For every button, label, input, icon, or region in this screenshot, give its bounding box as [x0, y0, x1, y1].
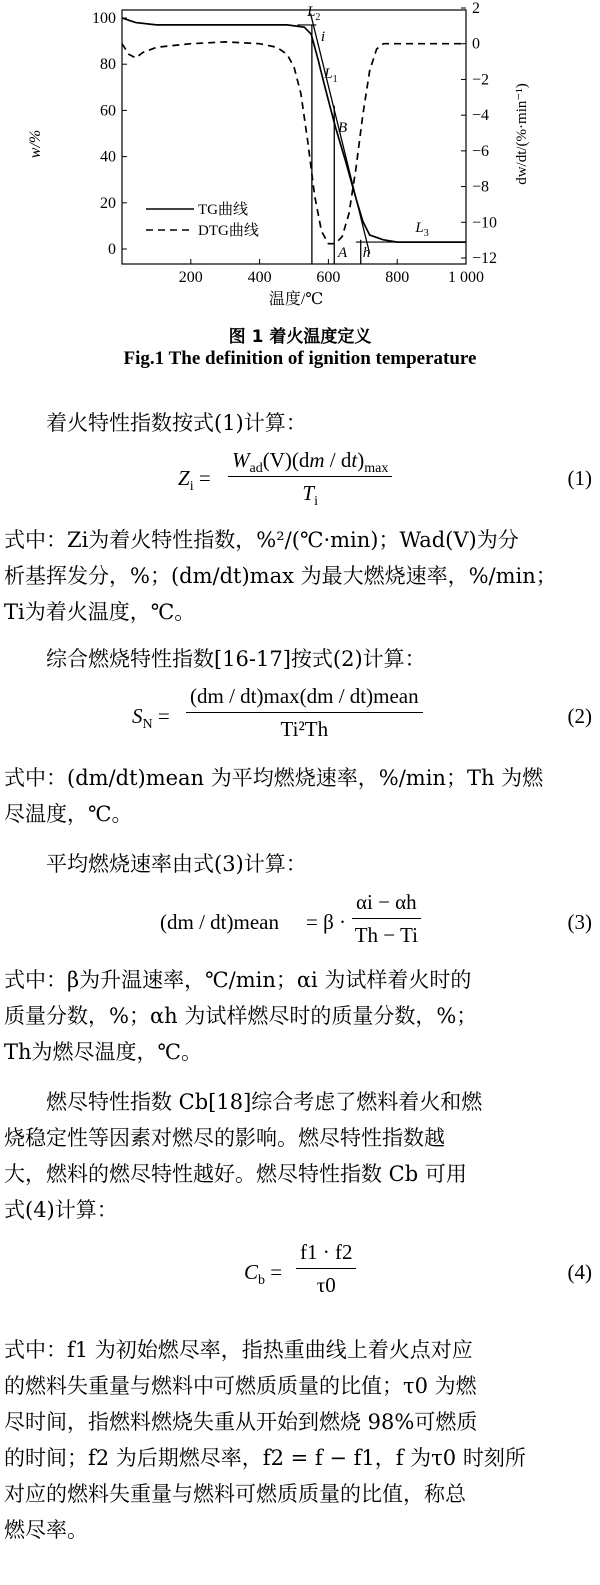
- plot-frame: [122, 10, 466, 264]
- y-right-tick-label: −12: [472, 250, 498, 267]
- y-left-tick-label: 60: [100, 102, 116, 120]
- legend: [146, 201, 259, 239]
- eq3-fraction: [352, 890, 421, 948]
- eq3-mid: = β ·: [306, 910, 347, 934]
- eq3-lhs: (dm / dt)mean: [160, 910, 279, 934]
- y-right-tick-label: 0: [472, 35, 480, 53]
- paragraph-eq3-vars: [4, 962, 596, 1070]
- eq1-num-max: max: [364, 461, 389, 477]
- plot-annotations: [297, 4, 462, 264]
- p7-line-1: 燃尽特性指数 Cb[18]综合考虑了燃料着火和燃: [46, 1090, 483, 1114]
- eq1-fraction: [228, 448, 392, 510]
- eq1-number: (1): [567, 466, 592, 490]
- p8-line-3: 尽时间，指燃料燃烧失重从开始到燃烧 98%可燃质: [4, 1410, 478, 1434]
- ignition-figure: [0, 0, 600, 318]
- x-tick-label: 600: [316, 269, 341, 286]
- label-h: h: [362, 245, 371, 261]
- y-left-tick-label: 100: [92, 10, 116, 27]
- eq2-lhs: S: [132, 704, 143, 728]
- eq1-num-sub: ad: [249, 461, 263, 477]
- eq1-num-rest: (V)(d: [262, 448, 310, 472]
- y-axis-label-left: w/%: [27, 129, 44, 159]
- y-axis-label-right: dw/dt/(%·min⁻¹): [514, 83, 530, 185]
- paragraph-eq2-intro: 综合燃烧特性指数[16-17]按式(2)计算：: [46, 647, 426, 671]
- y-right-tick-label: −6: [472, 142, 490, 160]
- eq4-den: τ0: [316, 1273, 336, 1297]
- p7-line-4: 式(4)计算：: [4, 1198, 118, 1222]
- y-left-tick-label: 80: [100, 56, 116, 74]
- p7-line-3: 大，燃料的燃尽特性越好。燃尽特性指数 Cb 可用: [4, 1162, 467, 1186]
- legend-tg-label: TG曲线: [198, 202, 248, 218]
- eq4-lhs-sub: b: [258, 1273, 266, 1289]
- plot-axes: [122, 10, 466, 264]
- p2-line-1: 式中：Zi为着火特性指数，%²/(℃·min)；Wad(V)为分: [4, 528, 519, 552]
- equation-1: $Z_i$ = $W_{ad}(V)(dm / dt)_{max}$ $T_i$ (1): [178, 448, 592, 510]
- paragraph-eq1-intro: 着火特性指数按式(1)计算：: [46, 411, 307, 435]
- dtg-curve: [122, 42, 466, 244]
- label-L2: $L_2$: [307, 4, 321, 23]
- eq4-num: f1 · f2: [296, 1240, 356, 1269]
- y-left-tick-label: 0: [108, 241, 116, 258]
- x-axis-label: 温度/℃: [268, 291, 324, 308]
- y-right-tick-label: −4: [472, 107, 490, 125]
- p8-line-4: 的时间；f2 为后期燃尽率，f2 = f − f1，f 为τ0 时刻所: [4, 1446, 526, 1470]
- p6-line-2: 质量分数，%；αh 为试样燃尽时的质量分数，%；: [4, 1004, 478, 1028]
- eq2-number: (2): [567, 704, 592, 728]
- figure-caption-en: Fig.1 The definition of ignition temperature: [123, 348, 477, 369]
- equation-3: [0, 890, 600, 954]
- p2-line-3: Ti为着火温度，℃。: [4, 600, 196, 624]
- p8-line-5: 对应的燃料失重量与燃料可燃质质量的比值，称总: [4, 1482, 466, 1506]
- eq1-num-w: W: [232, 448, 250, 472]
- label-A: A: [338, 245, 348, 261]
- eq3-den: Th − Ti: [354, 923, 418, 947]
- label-i: i: [320, 29, 326, 45]
- eq1-num-slash: / d: [324, 448, 352, 472]
- p6-line-3: Th为燃尽温度，℃。: [4, 1040, 203, 1064]
- eq4-fraction: [296, 1240, 356, 1298]
- paragraph-eq4-vars: [4, 1332, 596, 1548]
- eq1-num-t: t: [351, 448, 358, 472]
- eq1-lhs-sub: i: [189, 479, 194, 495]
- p4-line-2: 尽温度，℃。: [4, 802, 133, 826]
- p7-line-2: 烧稳定性等因素对燃尽的影响。燃尽特性指数越: [4, 1126, 445, 1150]
- y-left-tick-label: 40: [100, 148, 116, 166]
- eq1-num-close: ): [357, 448, 365, 472]
- eq4-number: (4): [567, 1260, 592, 1284]
- label-L1: $L_1$: [324, 66, 338, 85]
- eq3-number: (3): [567, 910, 592, 934]
- y-left-tick-label: 20: [100, 194, 116, 212]
- eq4-lhs: C: [244, 1260, 259, 1284]
- paragraph-burnout: [4, 1084, 596, 1228]
- p6-line-1: 式中：β为升温速率，℃/min；αi 为试样着火时的: [4, 968, 472, 992]
- p8-line-1: 式中：f1 为初始燃尽率，指热重曲线上着火点对应: [4, 1338, 473, 1362]
- eq2-fraction: [186, 684, 423, 742]
- equation-4: $C_b$ = $\frac{f1 \cdot f2}{\tau 0}$ (4): [244, 1240, 592, 1297]
- p8-line-2: 的燃料失重量与燃料中可燃质质量的比值；τ0 为燃: [4, 1374, 477, 1398]
- eq1-den: T: [302, 481, 315, 505]
- p4-line-1: 式中：(dm/dt)mean 为平均燃烧速率，%/min；Th 为燃: [4, 766, 544, 790]
- y-right-tick-label: 2: [472, 0, 480, 17]
- eq1-num-m: m: [309, 448, 325, 472]
- equation-2: $S_N$ = (dm / dt)max(dm / dt)mean Ti²Th (2): [132, 684, 592, 741]
- eq1-den-sub: i: [314, 494, 318, 510]
- x-tick-label: 800: [385, 269, 410, 286]
- legend-dtg-label: DTG曲线: [198, 223, 259, 239]
- label-L3: $L_3$: [415, 220, 429, 239]
- eq2-lhs-sub: N: [142, 717, 153, 733]
- eq2-den: Ti²Th: [280, 717, 329, 741]
- eq2-num: (dm / dt)max(dm / dt)mean: [186, 684, 423, 713]
- paragraph-eq2-vars: [4, 760, 596, 832]
- eq1-lhs: Z: [178, 466, 190, 490]
- p8-line-6: 燃尽率。: [4, 1518, 88, 1542]
- plot-series: [122, 18, 466, 244]
- x-tick-label: 200: [178, 269, 203, 286]
- figure-caption-cn: 图 1 着火温度定义: [228, 327, 372, 347]
- y-right-tick-label: −2: [472, 71, 490, 89]
- y-right-tick-label: −8: [472, 178, 490, 196]
- y-right-tick-label: −10: [472, 214, 498, 232]
- paragraph-eq3-intro: 平均燃烧速率由式(3)计算：: [46, 852, 307, 876]
- x-tick-label: 400: [247, 269, 272, 286]
- label-B: B: [338, 120, 348, 136]
- p2-line-2: 析基挥发分，%；(dm/dt)max 为最大燃烧速率，%/min；: [4, 564, 557, 588]
- x-tick-label: 1 000: [448, 269, 484, 286]
- paragraph-eq1-vars: [4, 522, 596, 630]
- eq3-num: αi − αh: [352, 890, 421, 919]
